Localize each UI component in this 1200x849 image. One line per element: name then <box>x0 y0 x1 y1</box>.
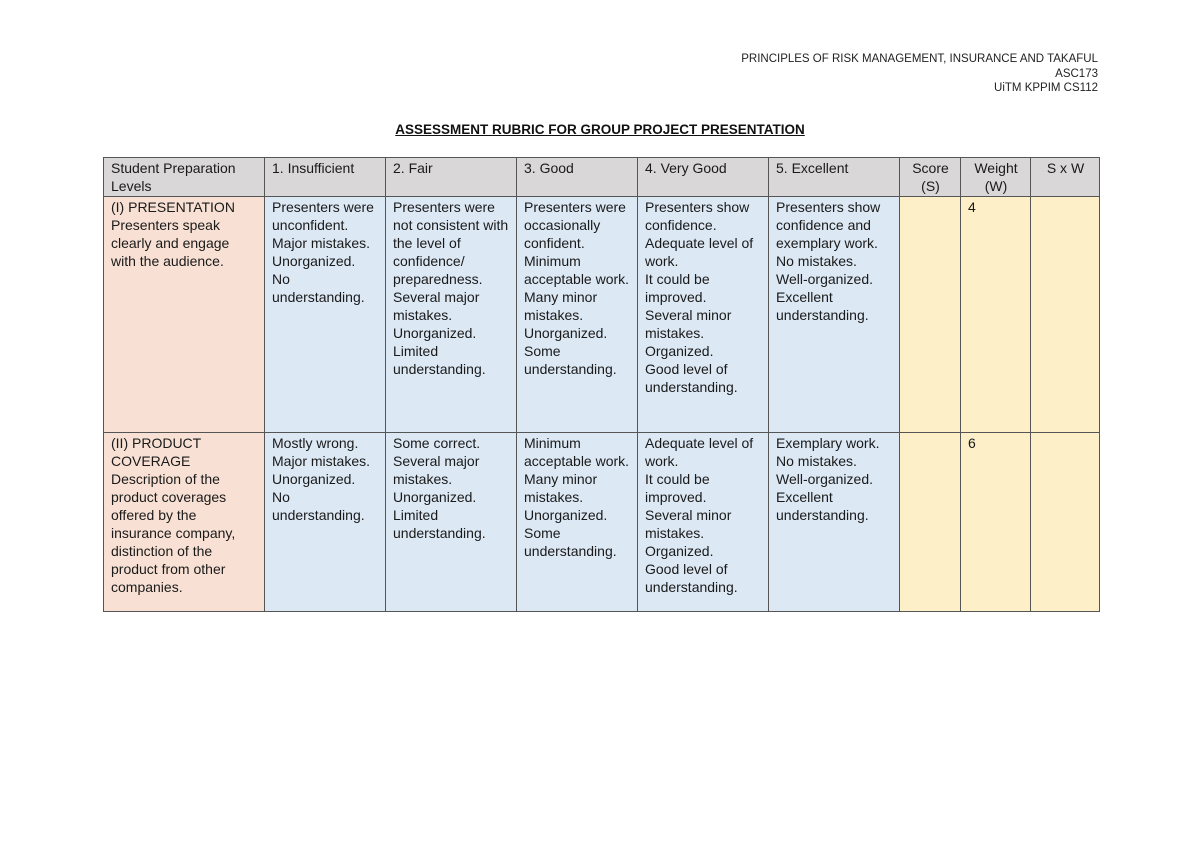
level-text: Limited understanding. <box>393 343 486 377</box>
level-text: Unorganized. <box>393 325 477 341</box>
criteria-cell <box>104 433 265 612</box>
level-text: Excellent understanding. <box>776 489 869 523</box>
level-text: Mostly wrong. <box>272 435 359 451</box>
rubric-table <box>103 157 1100 612</box>
level-text: Some understanding. <box>524 525 617 559</box>
column-header-fair: 2. Fair <box>386 158 517 197</box>
level-cell-fair <box>386 433 517 612</box>
level-text: Minimum acceptable work. <box>524 435 630 469</box>
level-text: Presenters were occasionally confident. <box>524 199 626 251</box>
level-text: Several major mistakes. <box>393 453 480 487</box>
level-text: No mistakes. <box>776 253 857 269</box>
table-row <box>104 197 1100 433</box>
level-text: Organized. <box>645 343 714 359</box>
level-text: Excellent understanding. <box>776 289 869 323</box>
sxw-cell[interactable] <box>1031 433 1100 612</box>
institution-code: UiTM KPPIM CS112 <box>994 82 1098 94</box>
level-text: Some correct. <box>393 435 481 451</box>
sxw-cell[interactable] <box>1031 197 1100 433</box>
level-text: Major mistakes. <box>272 453 371 469</box>
column-header-excellent: 5. Excellent <box>769 158 900 197</box>
column-header-score: Score (S) <box>900 158 961 197</box>
column-header-weight: Weight (W) <box>961 158 1031 197</box>
course-code: ASC173 <box>1055 67 1098 80</box>
course-name: PRINCIPLES OF RISK MANAGEMENT, INSURANCE AND TAKAFUL <box>741 53 1098 65</box>
level-text: Exemplary work. <box>776 435 880 451</box>
level-text: Unorganized. <box>524 507 608 523</box>
level-text: No mistakes. <box>776 453 857 469</box>
level-text: Presenters were unconfident. <box>272 199 374 233</box>
level-cell-very-good <box>638 433 769 612</box>
level-text: Well-organized. <box>776 271 874 287</box>
criteria-cell <box>104 197 265 433</box>
level-text: It could be improved. <box>645 271 710 305</box>
level-text: Well-organized. <box>776 471 874 487</box>
table-row <box>104 433 1100 612</box>
level-text: Some understanding. <box>524 343 617 377</box>
level-text: Presenters show confidence and exemplary work. <box>776 199 881 251</box>
level-text: Major mistakes. <box>272 235 371 251</box>
score-cell[interactable] <box>900 433 961 612</box>
column-header-preparation-levels: Student Preparation Levels <box>104 158 265 197</box>
level-cell-very-good <box>638 197 769 433</box>
level-text: Several minor mistakes. <box>645 307 732 341</box>
level-cell-insufficient <box>265 433 386 612</box>
level-text: Minimum acceptable work. <box>524 253 630 287</box>
level-cell-excellent <box>769 197 900 433</box>
level-cell-excellent <box>769 433 900 612</box>
level-text: Limited understanding. <box>393 507 486 541</box>
level-text: Presenters show confidence. <box>645 199 750 233</box>
level-cell-good <box>517 197 638 433</box>
level-text: Good level of understanding. <box>645 561 738 595</box>
level-text: Unorganized. <box>272 471 356 487</box>
level-text: Many minor mistakes. <box>524 289 598 323</box>
level-text: It could be improved. <box>645 471 710 505</box>
level-text: Unorganized. <box>524 325 608 341</box>
level-text: Organized. <box>645 543 714 559</box>
criteria-description: Presenters speak clearly and engage with the audience. <box>111 217 230 269</box>
level-text: Adequate level of work. <box>645 235 754 269</box>
level-cell-good <box>517 433 638 612</box>
criteria-title: (I) PRESENTATION <box>111 199 235 215</box>
document-header <box>741 52 1098 96</box>
level-cell-fair <box>386 197 517 433</box>
level-cell-insufficient <box>265 197 386 433</box>
weight-cell: 4 <box>961 197 1031 433</box>
criteria-description: Description of the product coverages offered by the insurance company, distinction of the product from other companies. <box>111 471 236 595</box>
level-text: Several minor mistakes. <box>645 507 732 541</box>
level-text: Adequate level of work. <box>645 435 754 469</box>
column-header-good: 3. Good <box>517 158 638 197</box>
weight-cell: 6 <box>961 433 1031 612</box>
level-text: Unorganized. <box>393 489 477 505</box>
level-text: No understanding. <box>272 271 365 305</box>
table-header-row <box>104 158 1100 197</box>
level-text: Unorganized. <box>272 253 356 269</box>
column-header-insufficient: 1. Insufficient <box>265 158 386 197</box>
level-text: Several major mistakes. <box>393 289 480 323</box>
level-text: No understanding. <box>272 489 365 523</box>
criteria-title: (II) PRODUCT COVERAGE <box>111 435 201 469</box>
score-cell[interactable] <box>900 197 961 433</box>
page-title: ASSESSMENT RUBRIC FOR GROUP PROJECT PRESENTATION <box>395 122 805 137</box>
column-header-very-good: 4. Very Good <box>638 158 769 197</box>
column-header-sxw: S x W <box>1031 158 1100 197</box>
level-text: Many minor mistakes. <box>524 471 598 505</box>
level-text: Presenters were not consistent with the level of confidence/ preparedness. <box>393 199 509 287</box>
level-text: Good level of understanding. <box>645 361 738 395</box>
